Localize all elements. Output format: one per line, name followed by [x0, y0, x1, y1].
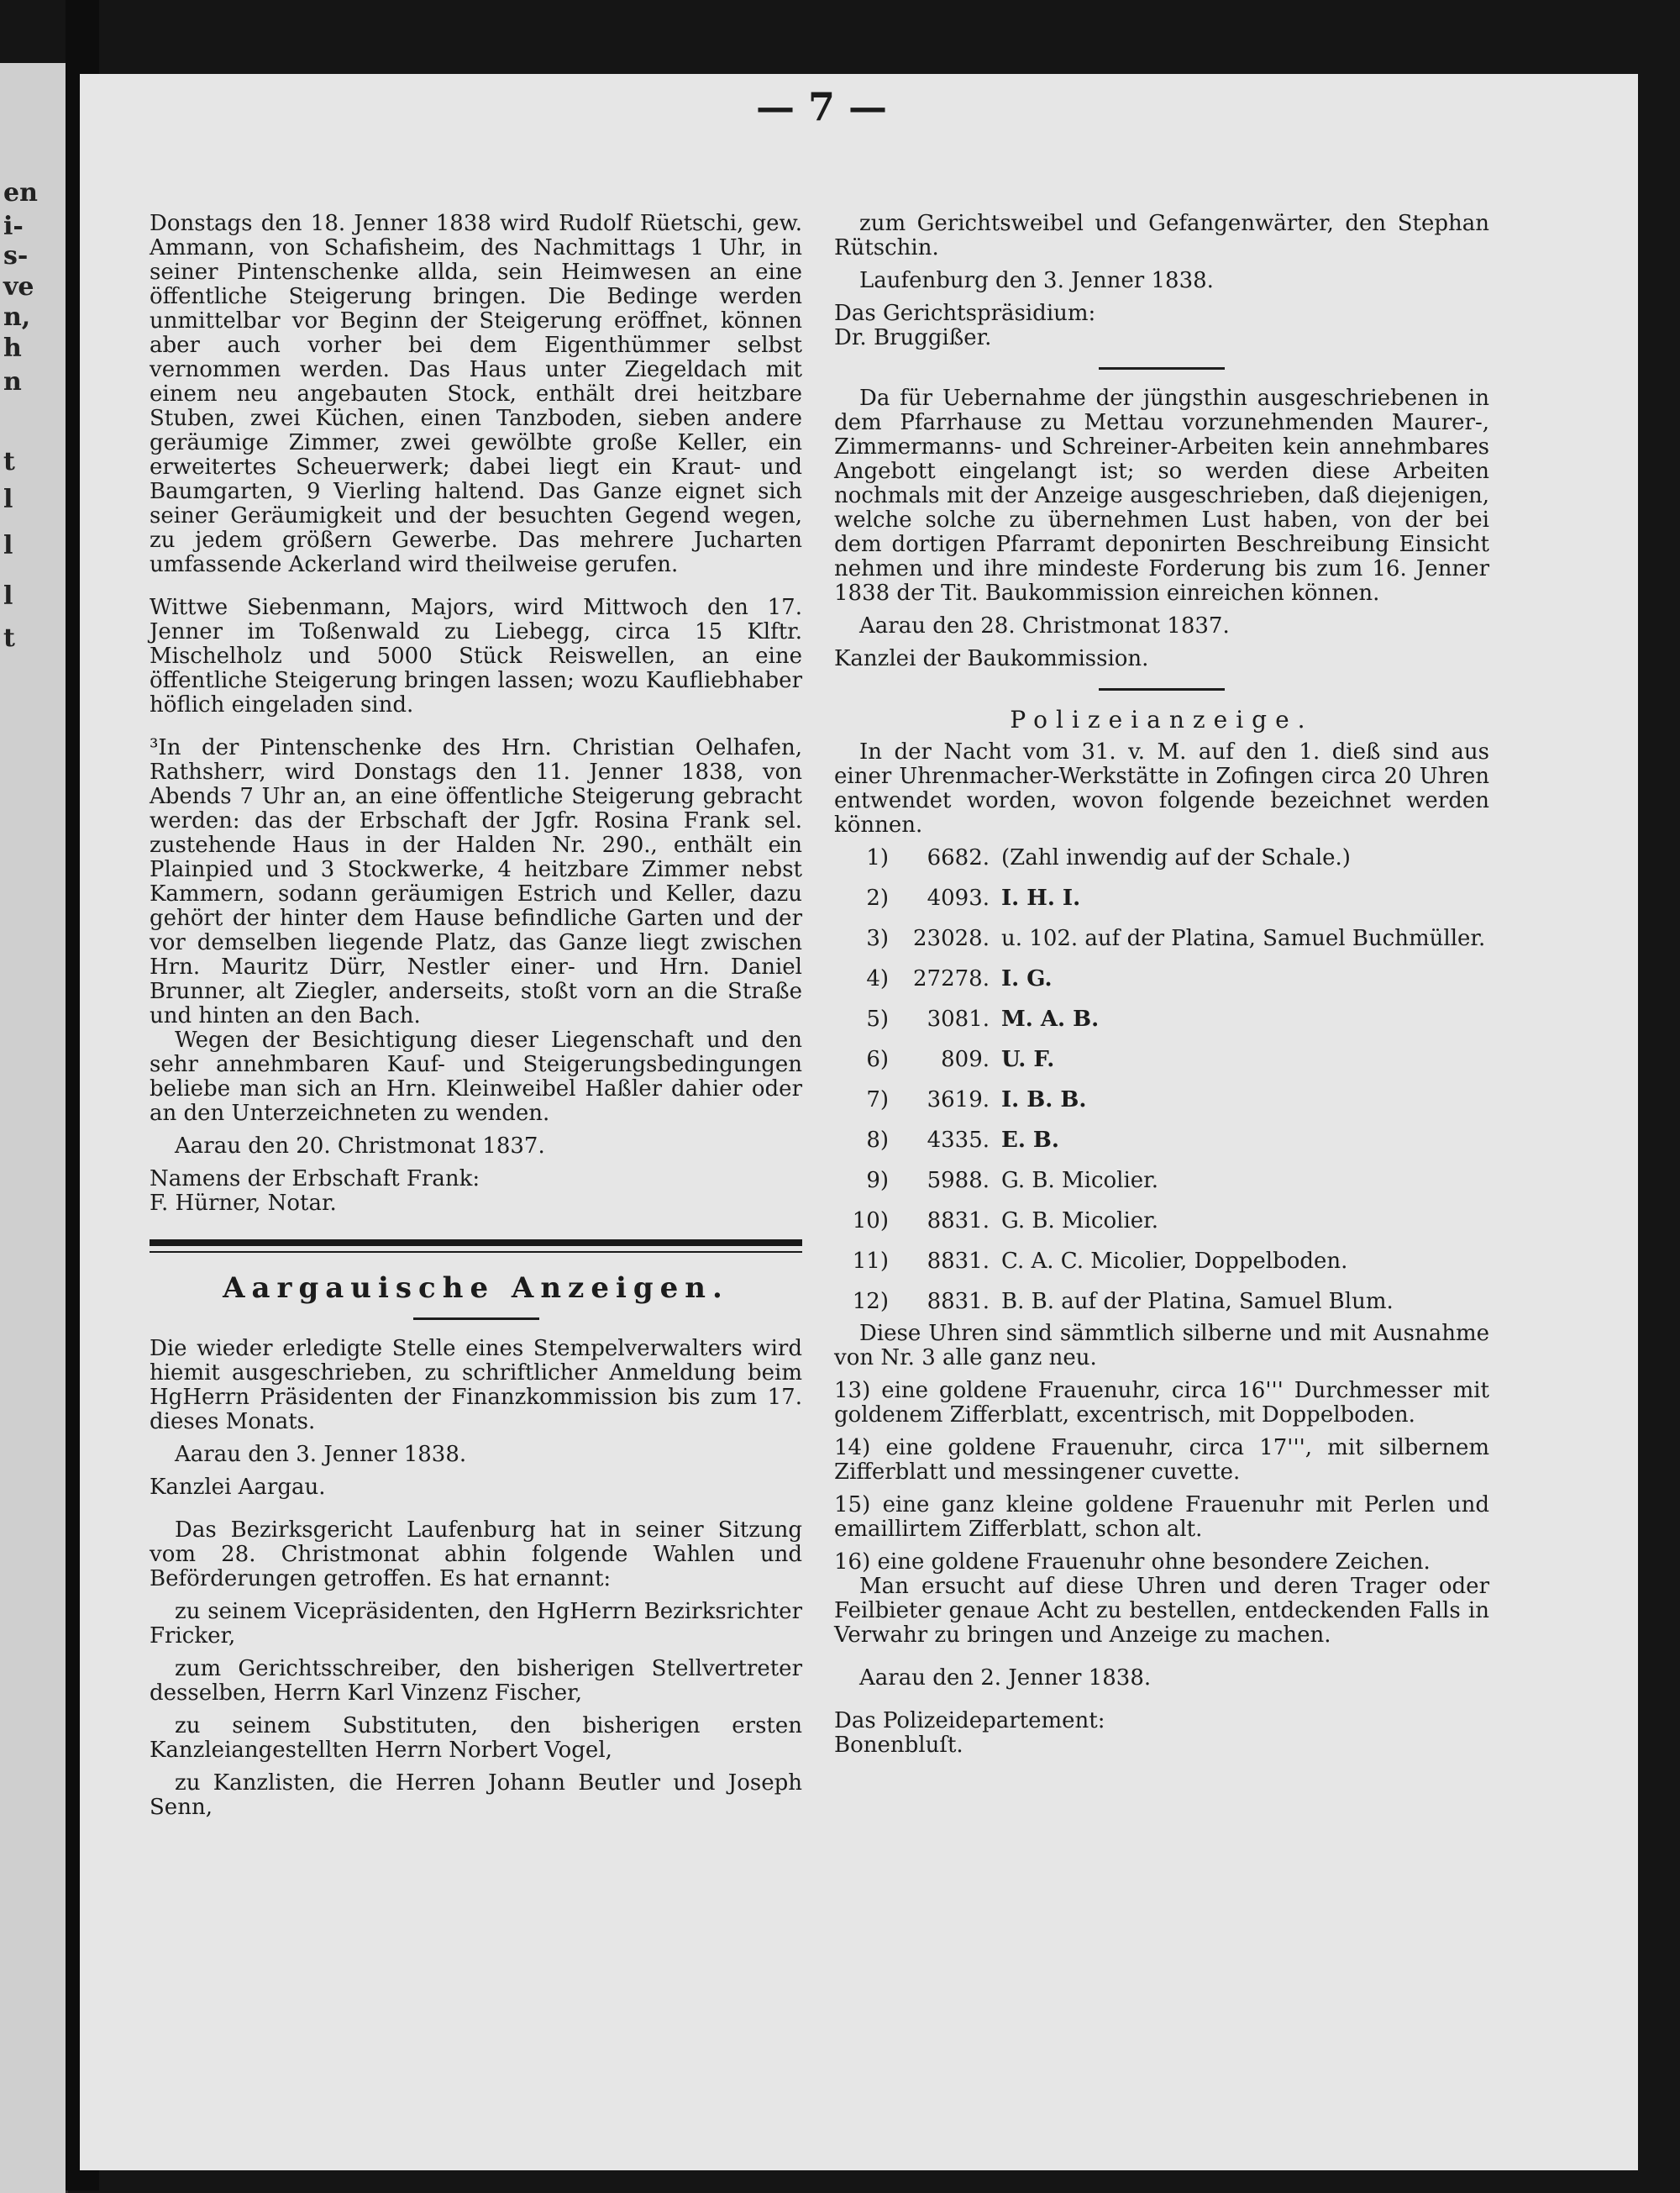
- watch-description: U. F.: [1001, 1047, 1055, 1072]
- notice-bezirksgericht-continuation: zum Gerichtsweibel und Gefangenwärter, den Stephan Rütschin.: [834, 211, 1489, 260]
- stolen-watch-item: [834, 1080, 1489, 1120]
- notice-bezirksgericht-gerichtsschreiber: zum Gerichtsschreiber, den bisherigen Stellvertreter desselben, Herrn Karl Vinzenz Fischer,: [150, 1656, 802, 1706]
- left-column: [150, 212, 802, 1820]
- watch-serial: 8831.: [927, 1289, 990, 1314]
- watch-serial: 3619.: [927, 1087, 990, 1112]
- right-column: [834, 212, 1489, 1758]
- watch-description: I. B. B.: [1001, 1087, 1087, 1112]
- stolen-watch-item: [834, 1241, 1489, 1281]
- police-date: Aarau den 2. Jenner 1838.: [859, 1665, 1152, 1691]
- facing-page-fragment: l: [3, 531, 13, 560]
- watch-number: 2): [866, 886, 889, 911]
- facing-page-edge: [0, 63, 68, 2193]
- facing-page-fragment: i-: [3, 212, 24, 241]
- stolen-watch-item: [834, 959, 1489, 999]
- watch-serial: 27278.: [913, 966, 990, 991]
- stolen-watch-item: [834, 1120, 1489, 1160]
- stolen-watch-item: [834, 878, 1489, 918]
- police-note-silver: Diese Uhren sind sämmtlich silberne und mit Ausnahme von Nr. 3 alle ganz neu.: [834, 1321, 1489, 1370]
- stolen-watch-item: [834, 1281, 1489, 1322]
- watch-number: 1): [866, 845, 889, 870]
- watch-description: I. G.: [1001, 966, 1053, 991]
- stolen-watch-item: [834, 918, 1489, 959]
- watch-description: I. H. I.: [1001, 886, 1081, 911]
- notice-bezirksgericht-signature: Das Gerichtspräsidium:: [834, 301, 1096, 326]
- watch-number: 6): [866, 1047, 889, 1072]
- watch-number: 12): [852, 1289, 889, 1314]
- notice-pfarrhaus-mettau-date: Aarau den 28. Christmonat 1837.: [859, 613, 1230, 639]
- notice-bezirksgericht-date: Laufenburg den 3. Jenner 1838.: [859, 268, 1214, 293]
- watch-number: 5): [866, 1007, 889, 1032]
- police-intro: In der Nacht vom 31. v. M. auf den 1. dieß sind aus einer Uhrenmacher-Werkstätte in Zofingen circa 20 Uhren entwendet worden, wovon folgende bezeichnet werden können.: [834, 739, 1489, 838]
- watch-serial: 6682.: [927, 845, 990, 870]
- stolen-watch-item: [834, 1201, 1489, 1241]
- police-item-13: 13) eine goldene Frauenuhr, circa 16''' Durchmesser mit goldenem Zifferblatt, excentrisch, mit Doppelboden.: [834, 1378, 1489, 1428]
- notice-bezirksgericht-substitut: zu seinem Substituten, den bisherigen ersten Kanzleiangestellten Herrn Norbert Vogel,: [150, 1713, 802, 1763]
- title-rule: [413, 1317, 539, 1320]
- section-title-polizeianzeige: Polizeianzeige.: [1010, 706, 1314, 734]
- page-number: — 7 —: [756, 84, 888, 129]
- watch-serial: 4093.: [927, 886, 990, 911]
- notice-frank-estate-date: Aarau den 20. Christmonat 1837.: [175, 1133, 545, 1159]
- police-item-15: 15) eine ganz kleine goldene Frauenuhr mit Perlen und emaillirtem Zifferblatt, schon alt.: [834, 1492, 1489, 1542]
- notice-stempelverwalter-date: Aarau den 3. Jenner 1838.: [175, 1442, 467, 1467]
- notice-bezirksgericht: Das Bezirksgericht Laufenburg hat in seiner Sitzung vom 28. Christmonat abhin folgende Wahlen und Beförderungen getroffen. Es hat ernannt:: [150, 1517, 802, 1591]
- watch-number: 11): [852, 1249, 889, 1274]
- police-item-16: 16) eine goldene Frauenuhr ohne besondere Zeichen.: [834, 1549, 1431, 1575]
- facing-page-fragment: ve: [3, 272, 34, 302]
- section-divider-thin: [150, 1251, 802, 1253]
- notice-bezirksgericht-kanzlisten: zu Kanzlisten, die Herren Johann Beutler und Joseph Senn,: [150, 1770, 802, 1820]
- watch-number: 8): [866, 1128, 889, 1153]
- watch-description: M. A. B.: [1001, 1007, 1100, 1032]
- police-signatory: Bonenbluſt.: [834, 1733, 963, 1758]
- facing-page-fragment: n,: [3, 302, 31, 332]
- watch-serial: 8831.: [927, 1249, 990, 1274]
- facing-page-fragment: l: [3, 581, 13, 611]
- police-item-14: 14) eine goldene Frauenuhr, circa 17''', mit silbernem Zifferblatt und messingener cuvette.: [834, 1435, 1489, 1485]
- watch-number: 9): [866, 1168, 889, 1193]
- notice-frank-estate-terms: Wegen der Besichtigung dieser Liegenschaft und den sehr annehmbaren Kauf- und Steigerungsbedingungen beliebe man sich an Hrn. Kleinweibel Haßler dahier oder an den Unterzeichneten zu wenden.: [150, 1028, 802, 1126]
- watch-serial: 5988.: [927, 1168, 990, 1193]
- watch-serial: 8831.: [927, 1208, 990, 1233]
- watch-description: B. B. auf der Platina, Samuel Blum.: [1001, 1289, 1394, 1314]
- notice-frank-estate-signature: Namens der Erbschaft Frank:: [150, 1166, 480, 1191]
- facing-page-fragment: t: [3, 447, 15, 476]
- facing-page-fragment: h: [3, 334, 22, 363]
- police-request: Man ersucht auf diese Uhren und deren Trager oder Feilbieter genaue Acht zu bestellen, entdeckenden Falls in Verwahr zu bringen und Anzeige zu machen.: [834, 1574, 1489, 1648]
- facing-page-fragment: s-: [3, 241, 29, 271]
- watch-description: G. B. Micolier.: [1001, 1168, 1159, 1193]
- notice-divider: [1099, 688, 1225, 691]
- stolen-watch-item: [834, 1039, 1489, 1080]
- watch-serial: 809.: [941, 1047, 990, 1072]
- notice-frank-estate-notary: F. Hürner, Notar.: [150, 1191, 337, 1216]
- stolen-watch-list: [834, 838, 1489, 1322]
- stolen-watch-item: [834, 1160, 1489, 1201]
- section-divider-thick: [150, 1239, 802, 1246]
- notice-stempelverwalter: Die wieder erledigte Stelle eines Stempelverwalters wird hiemit ausgeschrieben, zu schriftlicher Anmeldung beim HgHerrn Präsidenten der Finanzkommission bis zum 17. dieses Monats.: [150, 1336, 802, 1434]
- notice-rueetschi-auction: Donstags den 18. Jenner 1838 wird Rudolf Rüetschi, gew. Ammann, von Schafisheim, des Nachmittags 1 Uhr, in seiner Pintenschenke allda, sein Heimwesen an eine öffentliche Steigerung bringen. Die Bedinge werden unmittelbar vor Beginn der Steigerung eröffnet, können aber auch vorher bei dem Eigenthümmer selbst vernommen werden. Das Haus unter Ziegeldach mit einem neu angebauten Stock, enthält drei heitzbare Stuben, zwei Küchen, einen Tanzboden, sieben andere geräumige Zimmer, zwei gewölbte große Keller, ein erweitertes Scheuerwerk; dabei liegt ein Kraut- und Baumgarten, 9 Vierling haltend. Das Ganze eignet sich seiner Geräumigkeit und der besuchten Gegend wegen, zu jedem größern Gewerbe. Das mehrere Jucharten umfassende Ackerland wird theilweise gerufen.: [150, 211, 802, 577]
- notice-frank-estate-auction: ³In der Pintenschenke des Hrn. Christian Oelhafen, Rathsherr, wird Donstags den 11. Jenner 1838, von Abends 7 Uhr an, an eine öffentliche Steigerung gebracht werden: das der Erbschaft der Jgfr. Rosina Frank sel. zustehende Haus in der Halden Nr. 290., enthält ein Plainpied und 3 Stockwerke, 4 heitzbare Zimmer nebst Kammern, sodann geräumigen Estrich und Keller, dazu gehört der hinter dem Hause befindliche Garten und der vor demselben liegende Platz, das Ganze liegt zwischen Hrn. Mauritz Dürr, Nestler einer- und Hrn. Daniel Brunner, alt Ziegler, anderseits, stoßt vorn an die Straße und hinten an den Bach.: [150, 735, 802, 1028]
- notice-divider: [1099, 367, 1225, 370]
- watch-description: E. B.: [1001, 1128, 1059, 1153]
- notice-pfarrhaus-mettau: Da für Uebernahme der jüngsthin ausgeschriebenen in dem Pfarrhause zu Mettau vorzunehmenden Maurer-, Zimmermanns- und Schreiner-Arbeiten kein annehmbares Angebott eingelangt ist; so werden diese Arbeiten nochmals mit der Anzeige ausgeschrieben, daß diejenigen, welche solche zu übernehmen Lust haben, von der bei dem dortigen Pfarramt deponirten Beschreibung Einsicht nehmen und ihre mindeste Forderung bis zum 16. Jenner 1838 der Tit. Baukommission einreichen können.: [834, 386, 1489, 606]
- facing-page-fragment: en: [3, 178, 38, 208]
- facing-page-fragment: l: [3, 485, 13, 514]
- watch-description: C. A. C. Micolier, Doppelboden.: [1001, 1249, 1348, 1274]
- watch-serial: 23028.: [913, 926, 990, 951]
- police-signature: Das Polizeidepartement:: [834, 1708, 1105, 1733]
- stolen-watch-item: [834, 999, 1489, 1039]
- watch-number: 4): [866, 966, 889, 991]
- watch-description: (Zahl inwendig auf der Schale.): [1001, 845, 1351, 870]
- facing-page-fragment: n: [3, 367, 22, 397]
- notice-stempelverwalter-signature: Kanzlei Aargau.: [150, 1475, 326, 1500]
- watch-description: G. B. Micolier.: [1001, 1208, 1159, 1233]
- notice-siebenmann-auction: Wittwe Siebenmann, Majors, wird Mittwoch den 17. Jenner im Toßenwald zu Liebegg, circa 15 Klftr. Mischelholz und 5000 Stück Reiswellen, an eine öffentliche Steigerung bringen lassen; wozu Kaufliebhaber höflich eingeladen sind.: [150, 595, 802, 718]
- watch-number: 10): [852, 1208, 889, 1233]
- section-title-aargauische-anzeigen: Aargauische Anzeigen.: [223, 1271, 729, 1305]
- notice-bezirksgericht-vicepraesident: zu seinem Vicepräsidenten, den HgHerrn Bezirksrichter Fricker,: [150, 1599, 802, 1649]
- facing-page-fragment: t: [3, 623, 15, 653]
- notice-pfarrhaus-mettau-signature: Kanzlei der Baukommission.: [834, 646, 1149, 671]
- notice-bezirksgericht-signatory: Dr. Bruggißer.: [834, 325, 992, 350]
- watch-number: 3): [866, 926, 889, 951]
- watch-serial: 3081.: [927, 1007, 990, 1032]
- watch-description: u. 102. auf der Platina, Samuel Buchmüller.: [1001, 926, 1486, 951]
- watch-serial: 4335.: [927, 1128, 990, 1153]
- watch-number: 7): [866, 1087, 889, 1112]
- stolen-watch-item: [834, 838, 1489, 878]
